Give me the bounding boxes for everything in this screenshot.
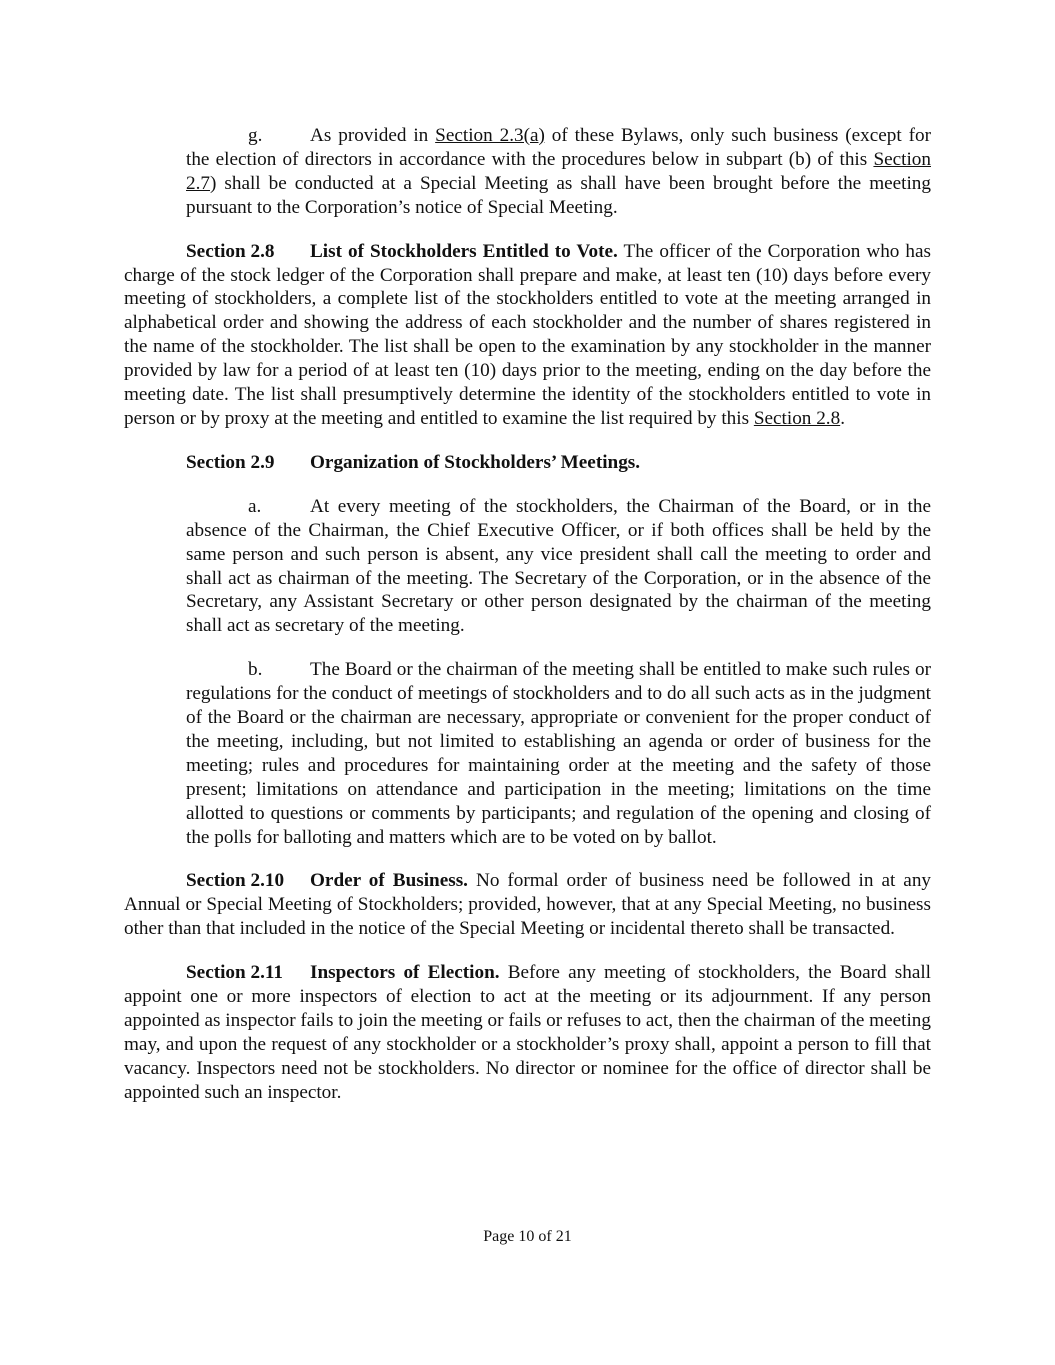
- section-2-10-title: Order of Business.: [310, 870, 468, 892]
- section-2-9-heading: [124, 451, 931, 475]
- section-2-8: [124, 240, 931, 431]
- paragraph-g-marker: g.: [248, 125, 263, 146]
- section-2-11: [124, 961, 931, 1104]
- page-number-footer: Page 10 of 21: [483, 1228, 572, 1245]
- paragraph-g-text-1: As provided in: [310, 125, 436, 146]
- section-2-9-a-text: At every meeting of the stockholders, the Chairman of the Board, or in the absence of the Chairman, the Chief Executive Officer, or if both offices shall be held by the same person and such person is absent, any vice president shall call the meeting to order and shall act as chairman of the meeting. The Secretary of the Corporation, or in the absence of the Secretary, any Assistant Secretary or other person designated by the chairman of the meeting shall act as secretary of the meeting.: [186, 495, 931, 637]
- section-2-7-reference: Section 2.7: [186, 148, 931, 194]
- section-2-10: [124, 869, 931, 941]
- section-2-10-label: Section 2.10: [186, 870, 285, 892]
- section-2-8-text-end: .: [840, 407, 845, 429]
- section-2-8-text: The officer of the Corporation who has charge of the stock ledger of the Corporation shall prepare and make, at least ten (10) days before every meeting of stockholders, a complete list of the stockholders entitled to vote at the meeting arranged in alphabetical order and showing the address of each stockholder and the number of shares registered in the name of the stockholder. The list shall be open to the examination by any stockholder in the manner provided by law for a period of at least ten (10) days prior to the meeting, ending on the day before the meeting date. The list shall presumptively determine the identity of the stockholders entitled to vote in person or by proxy at the meeting and entitled to examine the list required by this: [124, 240, 931, 429]
- section-2-11-text: Before any meeting of stockholders, the Board shall appoint one or more inspectors of election to act at the meeting or its adjournment. If any person appointed as inspector fails to join the meeting or fails or refuses to act, then the chairman of the meeting may, and upon the request of any stockholder or a stockholder’s proxy shall, appoint a person to fill that vacancy. Inspectors need not be stockholders. No director or nominee for the office of director shall be appointed such an inspector.: [124, 962, 932, 1103]
- section-2-10-text: No formal order of business need be followed in at any Annual or Special Meeting of Stockholders; provided, however, that at any Special Meeting, no business other than that included in the notice of the Special Meeting or incidental thereto shall be transacted.: [124, 870, 932, 940]
- paragraph-g-text-2: of these Bylaws, only such business (except for the election of directors in accordance with the procedures below in subpart (b) of this: [186, 125, 931, 170]
- section-2-9-b-marker: b.: [248, 659, 263, 681]
- section-2-3a-reference: Section 2.3(a): [435, 125, 545, 146]
- paragraph-g-text-3: ) shall be conducted at a Special Meeting as shall have been brought before the meeting pursuant to the Corporation’s notice of Special Meeting.: [186, 172, 931, 218]
- section-2-9-a-marker: a.: [248, 495, 262, 517]
- section-2-9-b-text: The Board or the chairman of the meeting shall be entitled to make such rules or regulations for the conduct of meetings of stockholders and to do all such acts as in the judgment of the Board or the chairman are necessary, appropriate or convenient for the proper conduct of the meeting, including, but not limited to establishing an agenda or order of business for the meeting; rules and procedures for maintaining order at the meeting and the safety of those present; limitations on attendance and participation in the meeting; limitations on the time allotted to questions or comments by participants; and regulation of the opening and closing of the polls for balloting and matters which are to be voted on by ballot.: [186, 659, 931, 848]
- section-2-8-label: Section 2.8: [186, 240, 275, 262]
- paragraph-g: [186, 124, 931, 220]
- section-2-9-paragraph-a: [186, 495, 931, 638]
- section-2-9-title: Organization of Stockholders’ Meetings.: [310, 451, 641, 473]
- section-2-11-title: Inspectors of Election.: [310, 962, 500, 984]
- section-2-8-reference: Section 2.8: [753, 407, 841, 429]
- section-2-9-label: Section 2.9: [186, 451, 275, 473]
- section-2-9-paragraph-b: [186, 658, 931, 849]
- section-2-8-title: List of Stockholders Entitled to Vote.: [310, 240, 618, 262]
- document-page: [124, 124, 931, 1105]
- section-2-11-label: Section 2.11: [186, 962, 284, 984]
